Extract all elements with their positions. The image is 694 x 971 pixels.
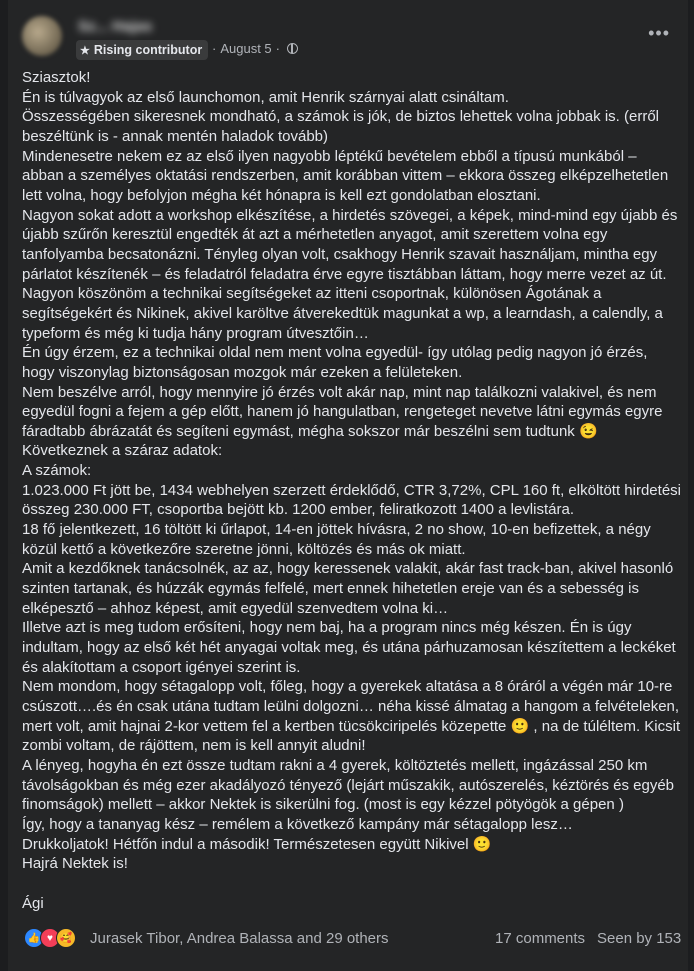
badge-label: Rising contributor <box>93 43 203 57</box>
meta-separator: · <box>212 41 217 56</box>
post-date[interactable]: August 5 <box>220 41 272 56</box>
reactors-summary[interactable]: Jurasek Tibor, Andrea Balassa and 29 others <box>90 930 389 947</box>
meta-separator-2: · <box>275 41 281 56</box>
like-icon: 👍 <box>24 928 44 948</box>
contributor-badge[interactable] <box>76 40 208 60</box>
post-header <box>8 0 688 66</box>
seen-by-count[interactable]: Seen by 153 <box>597 930 682 947</box>
comments-count[interactable]: 17 comments <box>495 930 586 947</box>
post-card <box>8 0 688 971</box>
star-icon: ★ <box>80 44 90 57</box>
post-footer <box>8 925 688 951</box>
more-options-button[interactable]: ••• <box>648 23 670 43</box>
reaction-icons[interactable] <box>24 928 76 948</box>
globe-icon <box>287 43 298 54</box>
care-icon: 🥰 <box>56 928 76 948</box>
author-name[interactable]: Sz... Hajas <box>78 18 153 35</box>
author-avatar[interactable] <box>22 16 62 56</box>
love-icon: ♥ <box>40 928 60 948</box>
post-meta <box>208 41 298 56</box>
post-body: Sziasztok! Én is túlvagyok az első launchomon, amit Henrik szárnyai alatt csináltam. Összességében sikeresnek mondható, a számok is jók, de biztos lehettek volna jobbak is. (erről beszéltünk is - annak mentén haladok tovább) Mindenesetre nekem ez az első ilyen nagyobb léptékű bevételem ebből a típusú munkából – abban a személyes oktatási rendszerben, amit korábban vittem – ekkora összeg elképzelhetetlen lett volna, hogy befolyjon mégha két hónapra is kell ezt gondolatban elosztani. Nagyon sokat adott a workshop elkészítése, a hirdetés szövegei, a képek, mind-mind egy újabb és újabb szűrőn keresztül engedték át azt a mérhetetlen anyagot, amit szerettem volna egy tanfolyamba becsatonázni. Tényleg olyan volt, csakhogy Henrik szavait használjam, mintha egy párlatot készítenék – és feladatról feladatra érve egyre tisztábban láttam, hogy merre vezet az út. Nagyon köszönöm a technikai segítségeket az itteni csoportnak, különösen Ágotának a segítségekért és Nikinek, akivel karöltve átverekedtük magunkat a wp, a learndash, a calendly, a typeform és még ki tudja hány program útvesztőin… Én úgy érzem, ez a technikai oldal nem ment volna egyedül- így utólag pedig nagyon jó érzés, hogy viszonylag biztonságosan mozgok már ezeken a felületeken. Nem beszélve arról, hogy mennyire jó érzés volt akár nap, mint nap találkozni valakivel, és nem egyedül fogni a fejem a gép előtt, hanem jó hangulatban, rengeteget nevetve látni egymás egyre fáradtabb ábrázatát és segíteni egymást, mégha sokszor már beszélni sem tudtunk 😉 Következnek a száraz adatok: A számok: 1.023.000 Ft jött be, 1434 webhelyen szerzett érdeklődő, CTR 3,72%, CPL 160 ft, elköltött hirdetési összeg 230.000 FT, csoportba bejött kb. 1200 ember, feliratkozott 1400 a levlistára. 18 fő jelentkezett, 16 töltött ki űrlapot, 14-en jöttek hívásra, 2 no show, 10-en befizettek, a négy közül kettő a következőre szeretne jönni, költözés és más ok miatt. Amit a kezdőknek tanácsolnék, az az, hogy keressenek valakit, akár fast track-ban, akivel hasonló szinten tartanak, és húzzák egymás felfelé, mert ennek hihetetlen ereje van és a sebesség is elképesztő – ahhoz képest, amit egyedül szenvedtem volna ki… Illetve azt is meg tudom erősíteni, hogy nem baj, ha a program nincs még készen. Én is úgy indultam, hogy az első két hét anyagai voltak meg, és utána párhuzamosan készítettem a leckéket és alakítottam a csoport igényei szerint is. Nem mondom, hogy sétagalopp volt, főleg, hogy a gyerekek altatása a 8 óráról a végén már 10-re csúszott….és én csak utána tudtam leülni dolgozni… néha kissé álmatag a hangom a felvételeken, mert volt, amit hajnai 2-kor vettem fel a kertben tücsökciripelés közepette 🙂 , na de túléltem. Kicsit zombi voltam, de rájöttem, nem is kell annyit aludni! A lényeg, hogyha én ezt össze tudtam rakni a 4 gyerek, költöztetés mellett, ingázással 250 km távolságokban és még ezer akadályozó tényező (lejárt műszakik, autószerelés, kéztörés és egyéb finomságok) mellett – akkor Nektek is sikerülni fog. (most is egy kézzel pötyögök a gépen ) Így, hogy a tananyag kész – remélem a következő kampány már sétagalopp lesz… Drukkoljatok! Hétfőn indul a második! Természetesen együtt Nikivel 🙂 Hajrá Nektek is! Ági <box>22 69 681 912</box>
